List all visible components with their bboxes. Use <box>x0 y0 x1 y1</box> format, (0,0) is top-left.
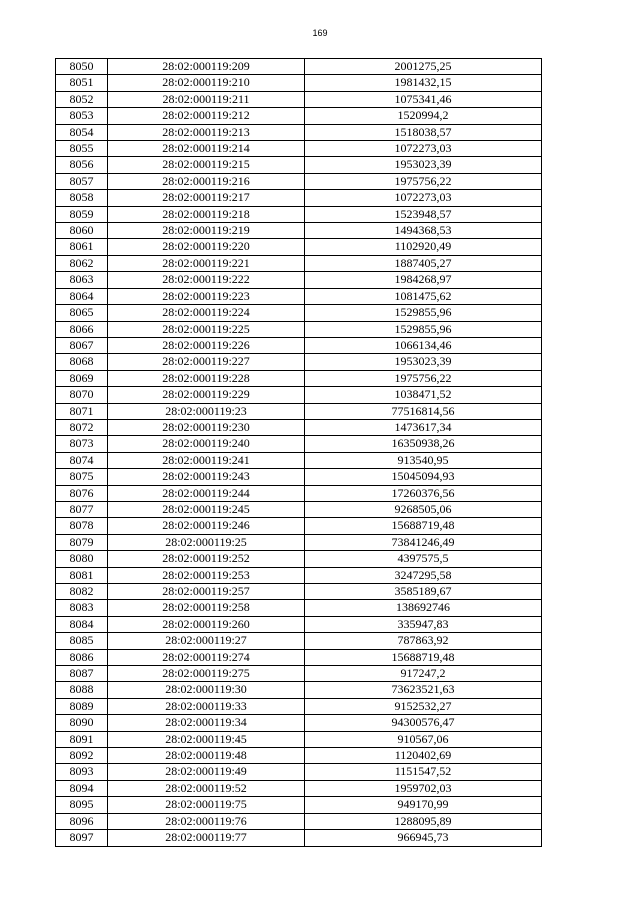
row-number-cell: 8071 <box>56 403 108 419</box>
cadastral-value-cell: 1953023,39 <box>305 157 542 173</box>
row-number-cell: 8085 <box>56 633 108 649</box>
cadastral-number-cell: 28:02:000119:228 <box>108 370 305 386</box>
cadastral-value-cell: 3585189,67 <box>305 584 542 600</box>
cadastral-value-cell: 335947,83 <box>305 616 542 632</box>
cadastral-number-cell: 28:02:000119:260 <box>108 616 305 632</box>
table-row <box>56 141 542 157</box>
cadastral-value-cell: 917247,2 <box>305 666 542 682</box>
cadastral-number-cell: 28:02:000119:211 <box>108 91 305 107</box>
cadastral-number-cell: 28:02:000119:77 <box>108 830 305 846</box>
table-body <box>56 59 542 847</box>
row-number-cell: 8056 <box>56 157 108 173</box>
cadastral-number-cell: 28:02:000119:75 <box>108 797 305 813</box>
cadastral-value-cell: 1075341,46 <box>305 91 542 107</box>
table-row <box>56 124 542 140</box>
cadastral-number-cell: 28:02:000119:225 <box>108 321 305 337</box>
cadastral-value-cell: 1959702,03 <box>305 780 542 796</box>
table-row <box>56 534 542 550</box>
cadastral-value-cell: 1529855,96 <box>305 321 542 337</box>
row-number-cell: 8082 <box>56 584 108 600</box>
table-row <box>56 337 542 353</box>
row-number-cell: 8060 <box>56 223 108 239</box>
cadastral-value-cell: 1151547,52 <box>305 764 542 780</box>
cadastral-number-cell: 28:02:000119:241 <box>108 452 305 468</box>
table-row <box>56 419 542 435</box>
row-number-cell: 8076 <box>56 485 108 501</box>
table-row <box>56 633 542 649</box>
cadastral-value-cell: 15688719,48 <box>305 649 542 665</box>
row-number-cell: 8067 <box>56 337 108 353</box>
cadastral-number-cell: 28:02:000119:219 <box>108 223 305 239</box>
cadastral-number-cell: 28:02:000119:33 <box>108 698 305 714</box>
row-number-cell: 8090 <box>56 715 108 731</box>
cadastral-value-cell: 1120402,69 <box>305 748 542 764</box>
cadastral-value-cell: 1072273,03 <box>305 141 542 157</box>
table-row <box>56 600 542 616</box>
cadastral-number-cell: 28:02:000119:258 <box>108 600 305 616</box>
cadastral-value-cell: 1288095,89 <box>305 813 542 829</box>
row-number-cell: 8088 <box>56 682 108 698</box>
table-row <box>56 108 542 124</box>
row-number-cell: 8079 <box>56 534 108 550</box>
row-number-cell: 8084 <box>56 616 108 632</box>
cadastral-value-cell: 1975756,22 <box>305 173 542 189</box>
table-row <box>56 518 542 534</box>
cadastral-number-cell: 28:02:000119:253 <box>108 567 305 583</box>
cadastral-number-cell: 28:02:000119:244 <box>108 485 305 501</box>
cadastral-number-cell: 28:02:000119:274 <box>108 649 305 665</box>
cadastral-value-cell: 9268505,06 <box>305 501 542 517</box>
cadastral-number-cell: 28:02:000119:230 <box>108 419 305 435</box>
cadastral-number-cell: 28:02:000119:224 <box>108 305 305 321</box>
table-row <box>56 731 542 747</box>
row-number-cell: 8051 <box>56 75 108 91</box>
cadastral-value-cell: 913540,95 <box>305 452 542 468</box>
table-row <box>56 354 542 370</box>
row-number-cell: 8053 <box>56 108 108 124</box>
cadastral-number-cell: 28:02:000119:45 <box>108 731 305 747</box>
cadastral-number-cell: 28:02:000119:252 <box>108 551 305 567</box>
table-row <box>56 190 542 206</box>
table-row <box>56 403 542 419</box>
row-number-cell: 8078 <box>56 518 108 534</box>
table-row <box>56 59 542 75</box>
cadastral-value-cell: 2001275,25 <box>305 59 542 75</box>
row-number-cell: 8092 <box>56 748 108 764</box>
cadastral-number-cell: 28:02:000119:214 <box>108 141 305 157</box>
row-number-cell: 8081 <box>56 567 108 583</box>
cadastral-value-cell: 17260376,56 <box>305 485 542 501</box>
cadastral-value-cell: 73623521,63 <box>305 682 542 698</box>
cadastral-number-cell: 28:02:000119:275 <box>108 666 305 682</box>
cadastral-value-cell: 73841246,49 <box>305 534 542 550</box>
row-number-cell: 8061 <box>56 239 108 255</box>
table-row <box>56 452 542 468</box>
cadastral-value-cell: 94300576,47 <box>305 715 542 731</box>
cadastral-number-cell: 28:02:000119:227 <box>108 354 305 370</box>
row-number-cell: 8064 <box>56 288 108 304</box>
cadastral-number-cell: 28:02:000119:212 <box>108 108 305 124</box>
cadastral-number-cell: 28:02:000119:218 <box>108 206 305 222</box>
row-number-cell: 8094 <box>56 780 108 796</box>
cadastral-number-cell: 28:02:000119:229 <box>108 387 305 403</box>
row-number-cell: 8074 <box>56 452 108 468</box>
row-number-cell: 8091 <box>56 731 108 747</box>
cadastral-value-cell: 1984268,97 <box>305 272 542 288</box>
row-number-cell: 8054 <box>56 124 108 140</box>
row-number-cell: 8077 <box>56 501 108 517</box>
cadastral-number-cell: 28:02:000119:246 <box>108 518 305 534</box>
row-number-cell: 8052 <box>56 91 108 107</box>
cadastral-number-cell: 28:02:000119:240 <box>108 436 305 452</box>
cadastral-value-cell: 949170,99 <box>305 797 542 813</box>
table-row <box>56 780 542 796</box>
table-row <box>56 91 542 107</box>
row-number-cell: 8066 <box>56 321 108 337</box>
cadastral-value-cell: 910567,06 <box>305 731 542 747</box>
table-row <box>56 75 542 91</box>
cadastral-number-cell: 28:02:000119:213 <box>108 124 305 140</box>
cadastral-value-cell: 1102920,49 <box>305 239 542 255</box>
cadastral-value-cell: 1081475,62 <box>305 288 542 304</box>
cadastral-number-cell: 28:02:000119:52 <box>108 780 305 796</box>
table-row <box>56 551 542 567</box>
table-row <box>56 813 542 829</box>
cadastral-value-cell: 1887405,27 <box>305 255 542 271</box>
table-row <box>56 387 542 403</box>
table-row <box>56 436 542 452</box>
cadastral-number-cell: 28:02:000119:25 <box>108 534 305 550</box>
table-row <box>56 485 542 501</box>
row-number-cell: 8073 <box>56 436 108 452</box>
table-row <box>56 649 542 665</box>
cadastral-number-cell: 28:02:000119:216 <box>108 173 305 189</box>
table-row <box>56 797 542 813</box>
cadastral-value-cell: 1981432,15 <box>305 75 542 91</box>
cadastral-number-cell: 28:02:000119:243 <box>108 469 305 485</box>
table-row <box>56 764 542 780</box>
cadastral-value-cell: 9152532,27 <box>305 698 542 714</box>
page-number: 169 <box>312 28 328 38</box>
cadastral-number-cell: 28:02:000119:23 <box>108 403 305 419</box>
row-number-cell: 8050 <box>56 59 108 75</box>
cadastral-number-cell: 28:02:000119:226 <box>108 337 305 353</box>
cadastral-value-cell: 1494368,53 <box>305 223 542 239</box>
cadastral-number-cell: 28:02:000119:209 <box>108 59 305 75</box>
cadastral-number-cell: 28:02:000119:30 <box>108 682 305 698</box>
table-row <box>56 715 542 731</box>
cadastral-number-cell: 28:02:000119:217 <box>108 190 305 206</box>
row-number-cell: 8093 <box>56 764 108 780</box>
cadastral-value-cell: 1072273,03 <box>305 190 542 206</box>
cadastral-value-cell: 787863,92 <box>305 633 542 649</box>
cadastral-value-cell: 1473617,34 <box>305 419 542 435</box>
table-row <box>56 469 542 485</box>
cadastral-number-cell: 28:02:000119:245 <box>108 501 305 517</box>
cadastral-value-cell: 4397575,5 <box>305 551 542 567</box>
table-row <box>56 288 542 304</box>
cadastral-value-cell: 138692746 <box>305 600 542 616</box>
table-row <box>56 305 542 321</box>
cadastral-value-cell: 77516814,56 <box>305 403 542 419</box>
row-number-cell: 8059 <box>56 206 108 222</box>
cadastral-number-cell: 28:02:000119:222 <box>108 272 305 288</box>
row-number-cell: 8083 <box>56 600 108 616</box>
cadastral-number-cell: 28:02:000119:76 <box>108 813 305 829</box>
table-row <box>56 584 542 600</box>
row-number-cell: 8089 <box>56 698 108 714</box>
table-row <box>56 748 542 764</box>
row-number-cell: 8095 <box>56 797 108 813</box>
cadastral-number-cell: 28:02:000119:48 <box>108 748 305 764</box>
cadastral-value-cell: 1975756,22 <box>305 370 542 386</box>
cadastral-number-cell: 28:02:000119:221 <box>108 255 305 271</box>
table-row <box>56 173 542 189</box>
cadastral-value-cell: 1953023,39 <box>305 354 542 370</box>
row-number-cell: 8096 <box>56 813 108 829</box>
row-number-cell: 8058 <box>56 190 108 206</box>
cadastral-value-cell: 16350938,26 <box>305 436 542 452</box>
table-row <box>56 370 542 386</box>
cadastral-value-cell: 1520994,2 <box>305 108 542 124</box>
table-row <box>56 501 542 517</box>
row-number-cell: 8057 <box>56 173 108 189</box>
table-row <box>56 157 542 173</box>
cadastral-value-cell: 1518038,57 <box>305 124 542 140</box>
table-row <box>56 698 542 714</box>
table-row <box>56 321 542 337</box>
cadastral-value-cell: 1038471,52 <box>305 387 542 403</box>
cadastral-number-cell: 28:02:000119:257 <box>108 584 305 600</box>
row-number-cell: 8062 <box>56 255 108 271</box>
cadastral-number-cell: 28:02:000119:34 <box>108 715 305 731</box>
cadastral-value-cell: 1066134,46 <box>305 337 542 353</box>
row-number-cell: 8097 <box>56 830 108 846</box>
table-row <box>56 255 542 271</box>
cadastral-number-cell: 28:02:000119:49 <box>108 764 305 780</box>
row-number-cell: 8080 <box>56 551 108 567</box>
table-row <box>56 682 542 698</box>
cadastral-number-cell: 28:02:000119:210 <box>108 75 305 91</box>
row-number-cell: 8087 <box>56 666 108 682</box>
table-row <box>56 223 542 239</box>
cadastral-value-cell: 1529855,96 <box>305 305 542 321</box>
table-row <box>56 616 542 632</box>
cadastral-number-cell: 28:02:000119:27 <box>108 633 305 649</box>
cadastral-number-cell: 28:02:000119:223 <box>108 288 305 304</box>
row-number-cell: 8070 <box>56 387 108 403</box>
table-row <box>56 567 542 583</box>
row-number-cell: 8086 <box>56 649 108 665</box>
table-row <box>56 666 542 682</box>
cadastral-number-cell: 28:02:000119:215 <box>108 157 305 173</box>
row-number-cell: 8075 <box>56 469 108 485</box>
row-number-cell: 8055 <box>56 141 108 157</box>
row-number-cell: 8063 <box>56 272 108 288</box>
row-number-cell: 8072 <box>56 419 108 435</box>
cadastral-value-cell: 1523948,57 <box>305 206 542 222</box>
table-row <box>56 239 542 255</box>
cadastral-value-cell: 15045094,93 <box>305 469 542 485</box>
cadastral-value-cell: 15688719,48 <box>305 518 542 534</box>
cadastral-value-table <box>55 58 542 847</box>
row-number-cell: 8069 <box>56 370 108 386</box>
table-row <box>56 206 542 222</box>
row-number-cell: 8065 <box>56 305 108 321</box>
cadastral-value-cell: 966945,73 <box>305 830 542 846</box>
row-number-cell: 8068 <box>56 354 108 370</box>
table-row <box>56 830 542 846</box>
cadastral-value-cell: 3247295,58 <box>305 567 542 583</box>
cadastral-number-cell: 28:02:000119:220 <box>108 239 305 255</box>
table-row <box>56 272 542 288</box>
